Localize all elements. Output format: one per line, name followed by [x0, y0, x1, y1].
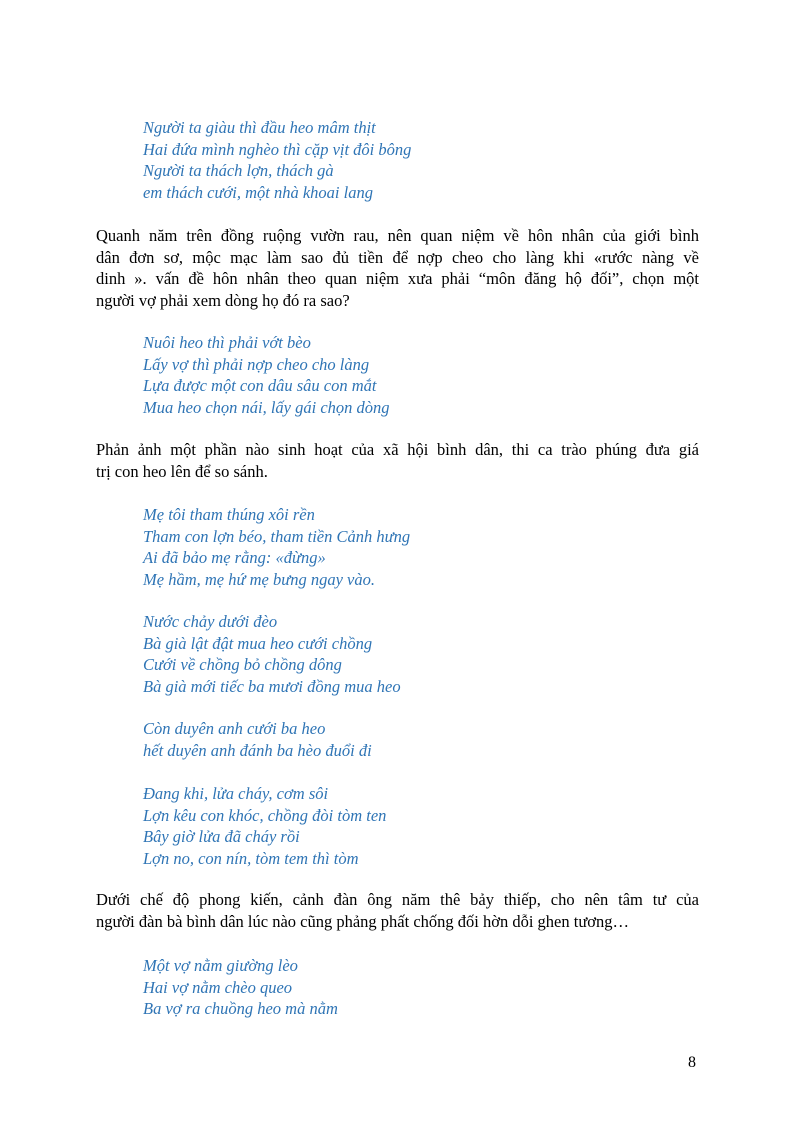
poem-stanza	[143, 611, 401, 697]
poem-line: em thách cưới, một nhà khoai lang	[143, 182, 373, 202]
poem-line: Lựa được một con dâu sâu con mắt	[143, 376, 377, 396]
paragraph-line: trị con heo lên để so sánh.	[96, 461, 268, 481]
paragraph-line: dinh ». vấn đề hôn nhân theo quan niệm xưa phải “môn đăng hộ đối”, chọn một	[96, 269, 699, 289]
paragraph-line: dân đơn sơ, mộc mạc làm sao đủ tiền để nợp cheo cho làng khi «rước nàng về	[96, 247, 699, 267]
poem-stanza	[143, 504, 410, 590]
body-paragraph	[96, 889, 699, 932]
poem-line: Người ta giàu thì đầu heo mâm thịt	[143, 118, 376, 137]
poem-line: Bà già lật đật mua heo cưới chồng	[143, 633, 373, 653]
body-paragraph	[96, 225, 699, 311]
paragraph-line: Phản ảnh một phần nào sinh hoạt của xã hội bình dân, thi ca trào phúng đưa giá	[96, 440, 699, 459]
paragraph-line: người vợ phải xem dòng họ đó ra sao?	[96, 290, 350, 310]
poem-stanza	[143, 783, 386, 869]
poem-line: Cưới về chồng bỏ chồng dông	[143, 655, 342, 675]
poem-line: Lấy vợ thì phải nợp cheo cho làng	[143, 354, 370, 374]
poem-stanza	[143, 718, 372, 761]
poem-line: Mua heo chọn nái, lấy gái chọn dòng	[143, 397, 390, 417]
paragraph-line: người đàn bà bình dân lúc nào cũng phảng phất chống đối hờn dỗi ghen tương…	[96, 911, 630, 931]
poem-line: Lợn no, con nín, tòm tem thì tòm	[143, 848, 359, 868]
poem-line: Người ta thách lợn, thách gà	[143, 161, 334, 181]
poem-line: hết duyên anh đánh ba hèo đuổi đi	[143, 740, 372, 760]
poem-line: Bây giờ lửa đã cháy rồi	[143, 827, 300, 847]
poem-line: Ai đã bảo mẹ rằng: «đừng»	[143, 548, 326, 568]
poem-line: Hai vợ nằm chèo queo	[143, 977, 293, 997]
poem-line: Một vợ nằm giường lèo	[143, 956, 298, 975]
poem-line: Đang khi, lửa cháy, cơm sôi	[143, 784, 329, 803]
poem-line: Tham con lợn béo, tham tiền Cảnh hưng	[143, 526, 411, 546]
paragraph-line: Quanh năm trên đồng ruộng vườn rau, nên quan niệm về hôn nhân của giới bình	[96, 226, 699, 245]
poem-line: Lợn kêu con khóc, chồng đòi tòm ten	[143, 805, 387, 825]
body-paragraph	[96, 439, 699, 482]
poem-line: Nuôi heo thì phải vớt bèo	[143, 333, 311, 352]
poem-line: Mẹ tôi tham thúng xôi rền	[143, 505, 315, 524]
poem-stanza	[143, 332, 390, 418]
poem-line: Bà già mới tiếc ba mươi đồng mua heo	[143, 676, 401, 696]
poem-stanza	[143, 117, 411, 203]
poem-line: Còn duyên anh cưới ba heo	[143, 719, 326, 738]
page-number: 8	[688, 1054, 696, 1071]
poem-line: Ba vợ ra chuồng heo mà nằm	[143, 999, 338, 1019]
poem-line: Nước chảy dưới đèo	[143, 612, 278, 631]
poem-line: Hai đứa mình nghèo thì cặp vịt đôi bông	[143, 139, 412, 159]
poem-stanza	[143, 955, 338, 1020]
paragraph-line: Dưới chế độ phong kiến, cảnh đàn ông năm thê bảy thiếp, cho nên tâm tư của	[96, 890, 699, 909]
poem-line: Mẹ hầm, mẹ hứ mẹ bưng ngay vào.	[143, 569, 375, 589]
